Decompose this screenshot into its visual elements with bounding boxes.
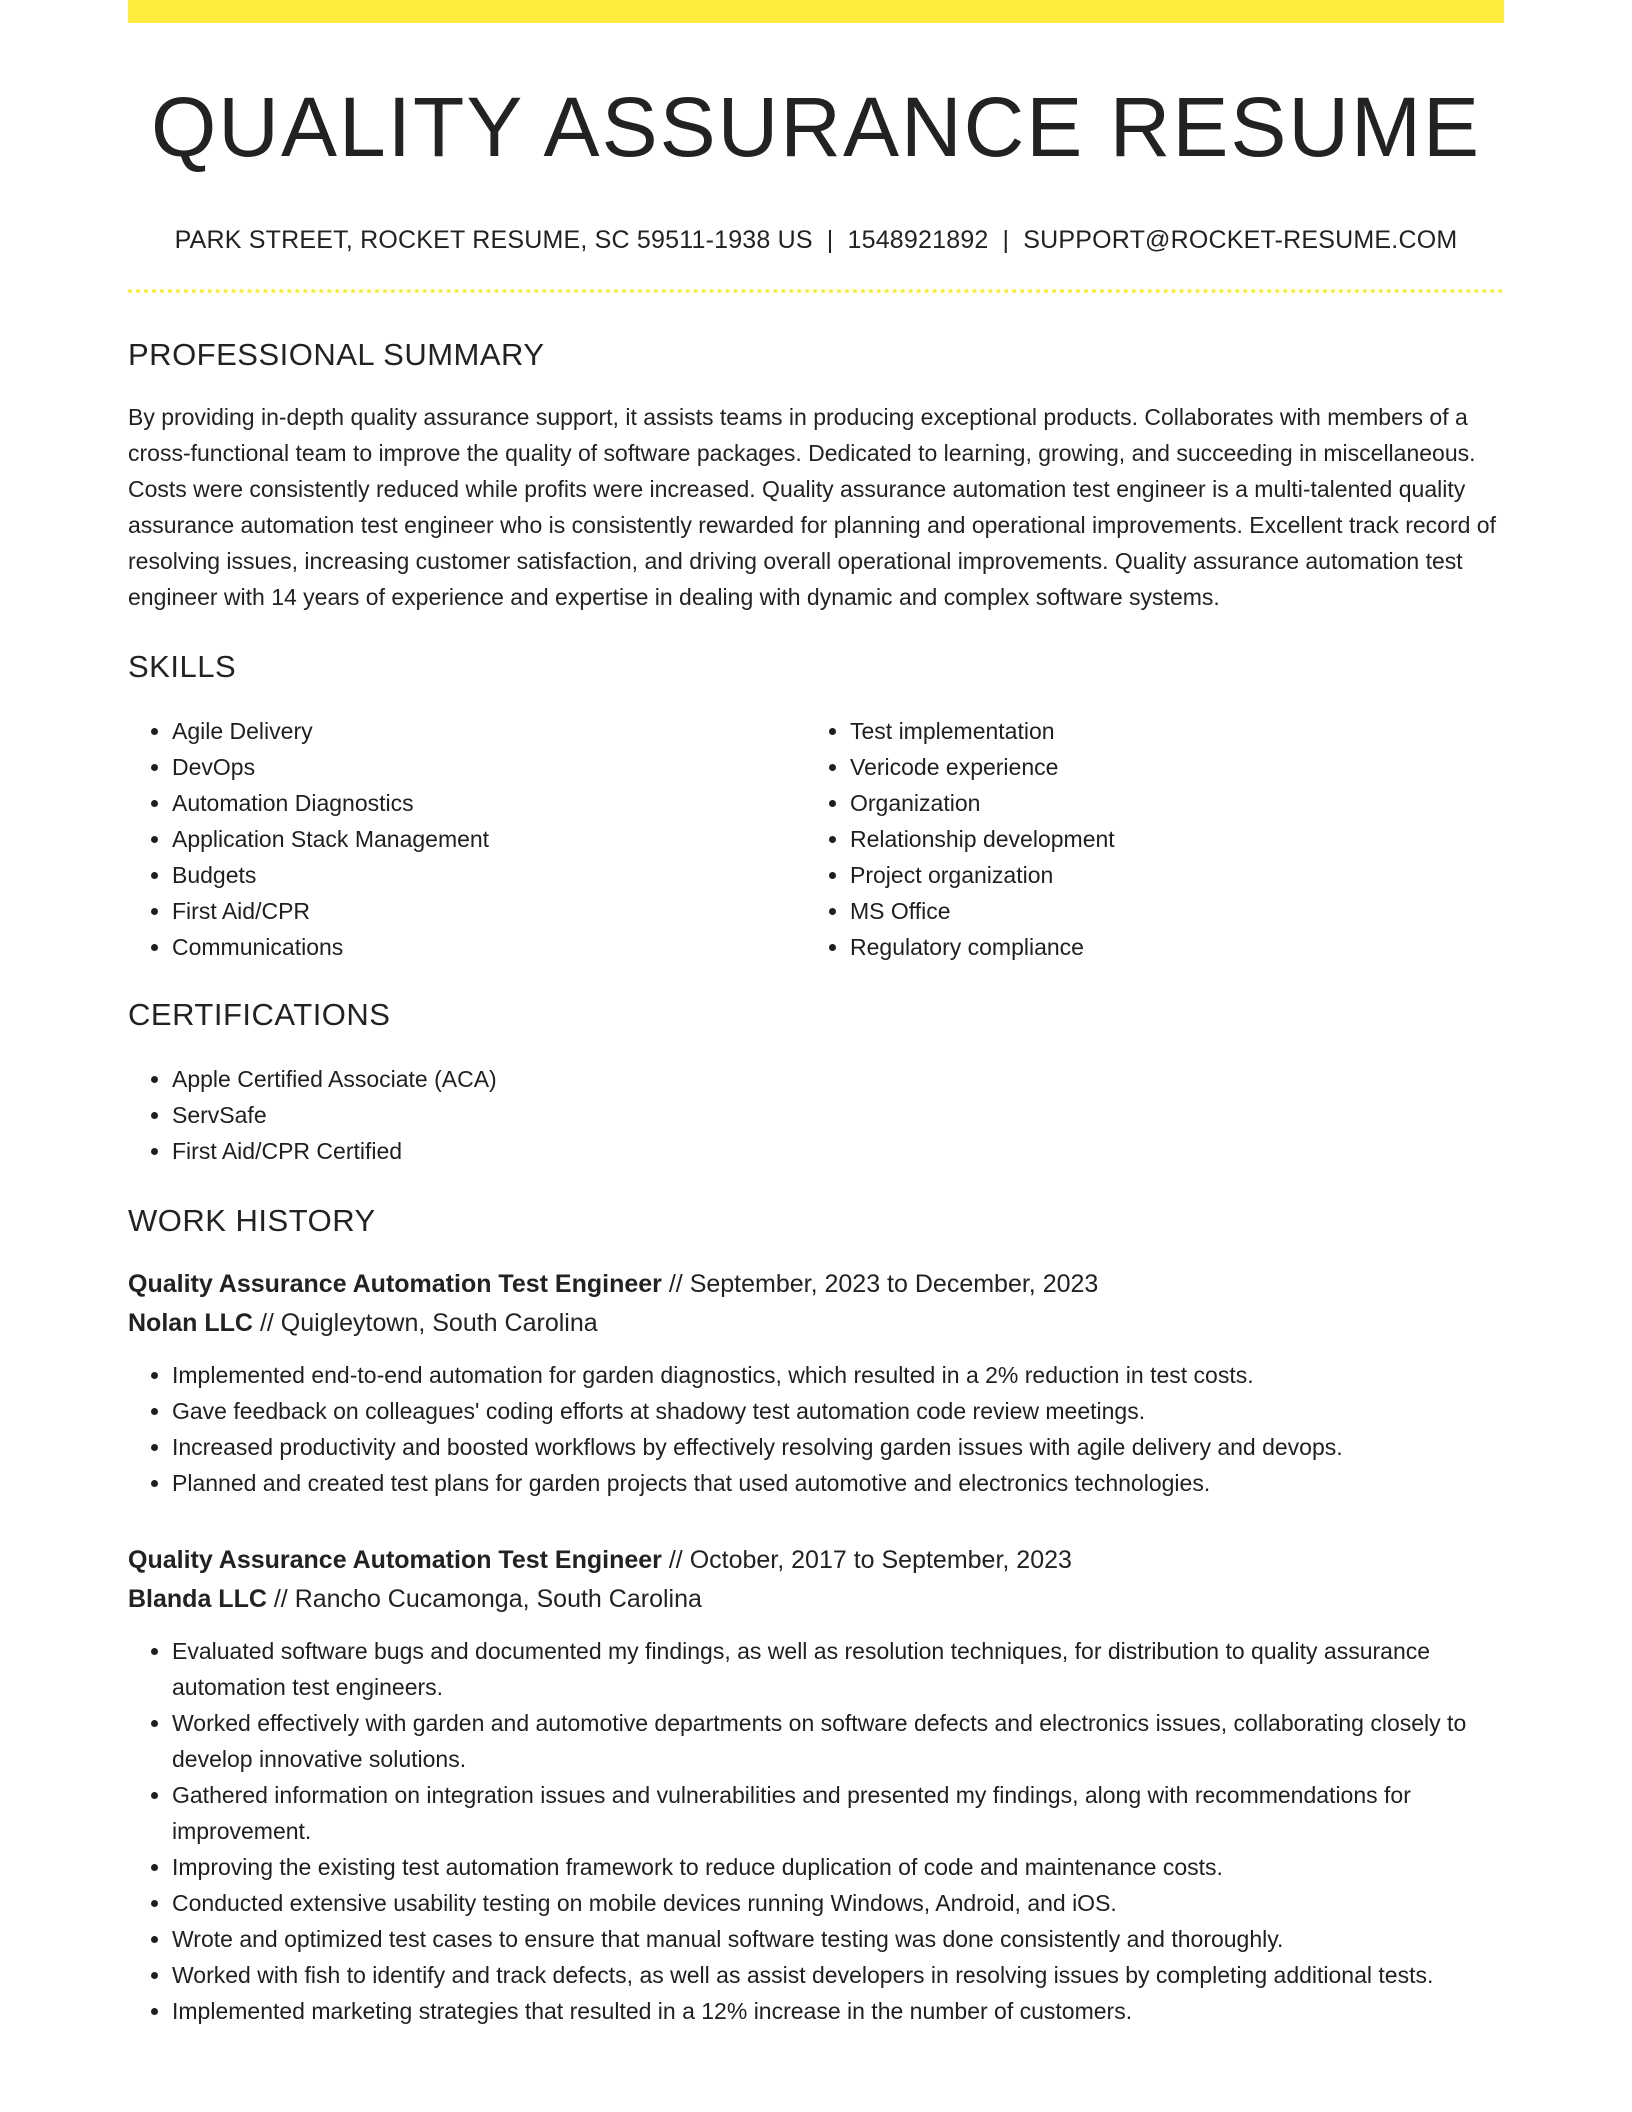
contact-phone: 1548921892: [847, 226, 989, 255]
job-bullet: • Conducted extensive usability testing on mobile devices running Windows, Android, and iOS.: [172, 1885, 1504, 1921]
skill-item: • Project organization: [850, 857, 1484, 893]
job-entry: [128, 1541, 1504, 2029]
job-bullet: • Worked effectively with garden and automotive departments on software defects and electronics issues, collaborating closely to develop innovative solutions.: [172, 1705, 1504, 1777]
work-history-heading: WORK HISTORY: [128, 1203, 376, 1239]
job-bullet: • Evaluated software bugs and documented my findings, as well as resolution techniques, for distribution to quality assurance automation test engineers.: [172, 1633, 1504, 1705]
job-dates: // October, 2017 to September, 2023: [668, 1546, 1072, 1575]
resume-page: [128, 0, 1504, 2029]
skill-item: • Vericode experience: [850, 749, 1484, 785]
job-company-line: [128, 1580, 1504, 1619]
job-bullet: • Gave feedback on colleagues' coding efforts at shadowy test automation code review meetings.: [172, 1393, 1504, 1429]
skill-item: • Regulatory compliance: [850, 929, 1484, 965]
contact-separator: |: [1002, 226, 1010, 255]
job-title: Quality Assurance Automation Test Engineer: [128, 1270, 662, 1299]
contact-address: PARK STREET, ROCKET RESUME, SC 59511-1938 US: [174, 226, 813, 255]
job-title-line: [128, 1265, 1504, 1304]
skill-item: • Communications: [172, 929, 806, 965]
dotted-divider: [128, 289, 1504, 293]
job-entry: [128, 1265, 1504, 1501]
skill-item: • MS Office: [850, 893, 1484, 929]
skill-item: • Agile Delivery: [172, 713, 806, 749]
skill-item: • First Aid/CPR: [172, 893, 806, 929]
contact-email: SUPPORT@ROCKET-RESUME.COM: [1023, 226, 1458, 255]
contact-line: [128, 225, 1504, 255]
job-company: Nolan LLC: [128, 1309, 253, 1338]
certification-item: • First Aid/CPR Certified: [172, 1133, 1504, 1169]
job-bullets: [128, 1633, 1504, 2029]
certifications-list: [128, 1061, 1504, 1169]
job-bullet: • Wrote and optimized test cases to ensure that manual software testing was done consistently and thoroughly.: [172, 1921, 1504, 1957]
skills-left-list: [128, 713, 806, 965]
resume-title: QUALITY ASSURANCE RESUME: [150, 80, 1482, 174]
job-bullet: • Gathered information on integration issues and vulnerabilities and presented my findings, along with recommendations for improvement.: [172, 1777, 1504, 1849]
summary-text: By providing in-depth quality assurance support, it assists teams in producing exceptional products. Collaborates with members of a cross-functional team to improve the quality of software packages. Dedicated to learning, growing, and succeeding in miscellaneous. Costs were consistently reduced while profits were increased. Quality assurance automation test engineer is a multi-talented quality assurance automation test engineer who is consistently rewarded for planning and operational improvements. Excellent track record of resolving issues, increasing customer satisfaction, and driving overall operational improvements. Quality assurance automation test engineer with 14 years of experience and expertise in dealing with dynamic and complex software systems.: [128, 404, 1496, 611]
job-location: // Rancho Cucamonga, South Carolina: [273, 1585, 702, 1614]
job-bullet: • Increased productivity and boosted workflows by effectively resolving garden issues with agile delivery and devops.: [172, 1429, 1504, 1465]
certification-item: • ServSafe: [172, 1097, 1504, 1133]
skill-item: • Automation Diagnostics: [172, 785, 806, 821]
job-company: Blanda LLC: [128, 1585, 267, 1614]
skill-item: • DevOps: [172, 749, 806, 785]
skill-item: • Application Stack Management: [172, 821, 806, 857]
job-bullet: • Improving the existing test automation framework to reduce duplication of code and maintenance costs.: [172, 1849, 1504, 1885]
job-dates: // September, 2023 to December, 2023: [668, 1270, 1099, 1299]
skill-item: • Organization: [850, 785, 1484, 821]
job-bullets: [128, 1357, 1504, 1501]
skill-item: • Test implementation: [850, 713, 1484, 749]
skills-heading: SKILLS: [128, 649, 237, 685]
job-bullet: • Implemented end-to-end automation for garden diagnostics, which resulted in a 2% reduction in test costs.: [172, 1357, 1504, 1393]
job-company-line: [128, 1304, 1504, 1343]
job-bullet: • Implemented marketing strategies that resulted in a 12% increase in the number of customers.: [172, 1993, 1504, 2029]
job-location: // Quigleytown, South Carolina: [259, 1309, 598, 1338]
certifications-heading: CERTIFICATIONS: [128, 997, 391, 1033]
accent-top-bar: [128, 0, 1504, 23]
job-bullet: • Planned and created test plans for garden projects that used automotive and electronics technologies.: [172, 1465, 1504, 1501]
contact-separator: |: [826, 226, 834, 255]
skill-item: • Relationship development: [850, 821, 1484, 857]
skills-right-list: [806, 713, 1484, 965]
skills-columns: [128, 713, 1504, 965]
job-title: Quality Assurance Automation Test Engineer: [128, 1546, 662, 1575]
job-bullet: • Worked with fish to identify and track defects, as well as assist developers in resolving issues by completing additional tests.: [172, 1957, 1504, 1993]
summary-heading: PROFESSIONAL SUMMARY: [128, 337, 545, 373]
skill-item: • Budgets: [172, 857, 806, 893]
certification-item: • Apple Certified Associate (ACA): [172, 1061, 1504, 1097]
job-title-line: [128, 1541, 1504, 1580]
